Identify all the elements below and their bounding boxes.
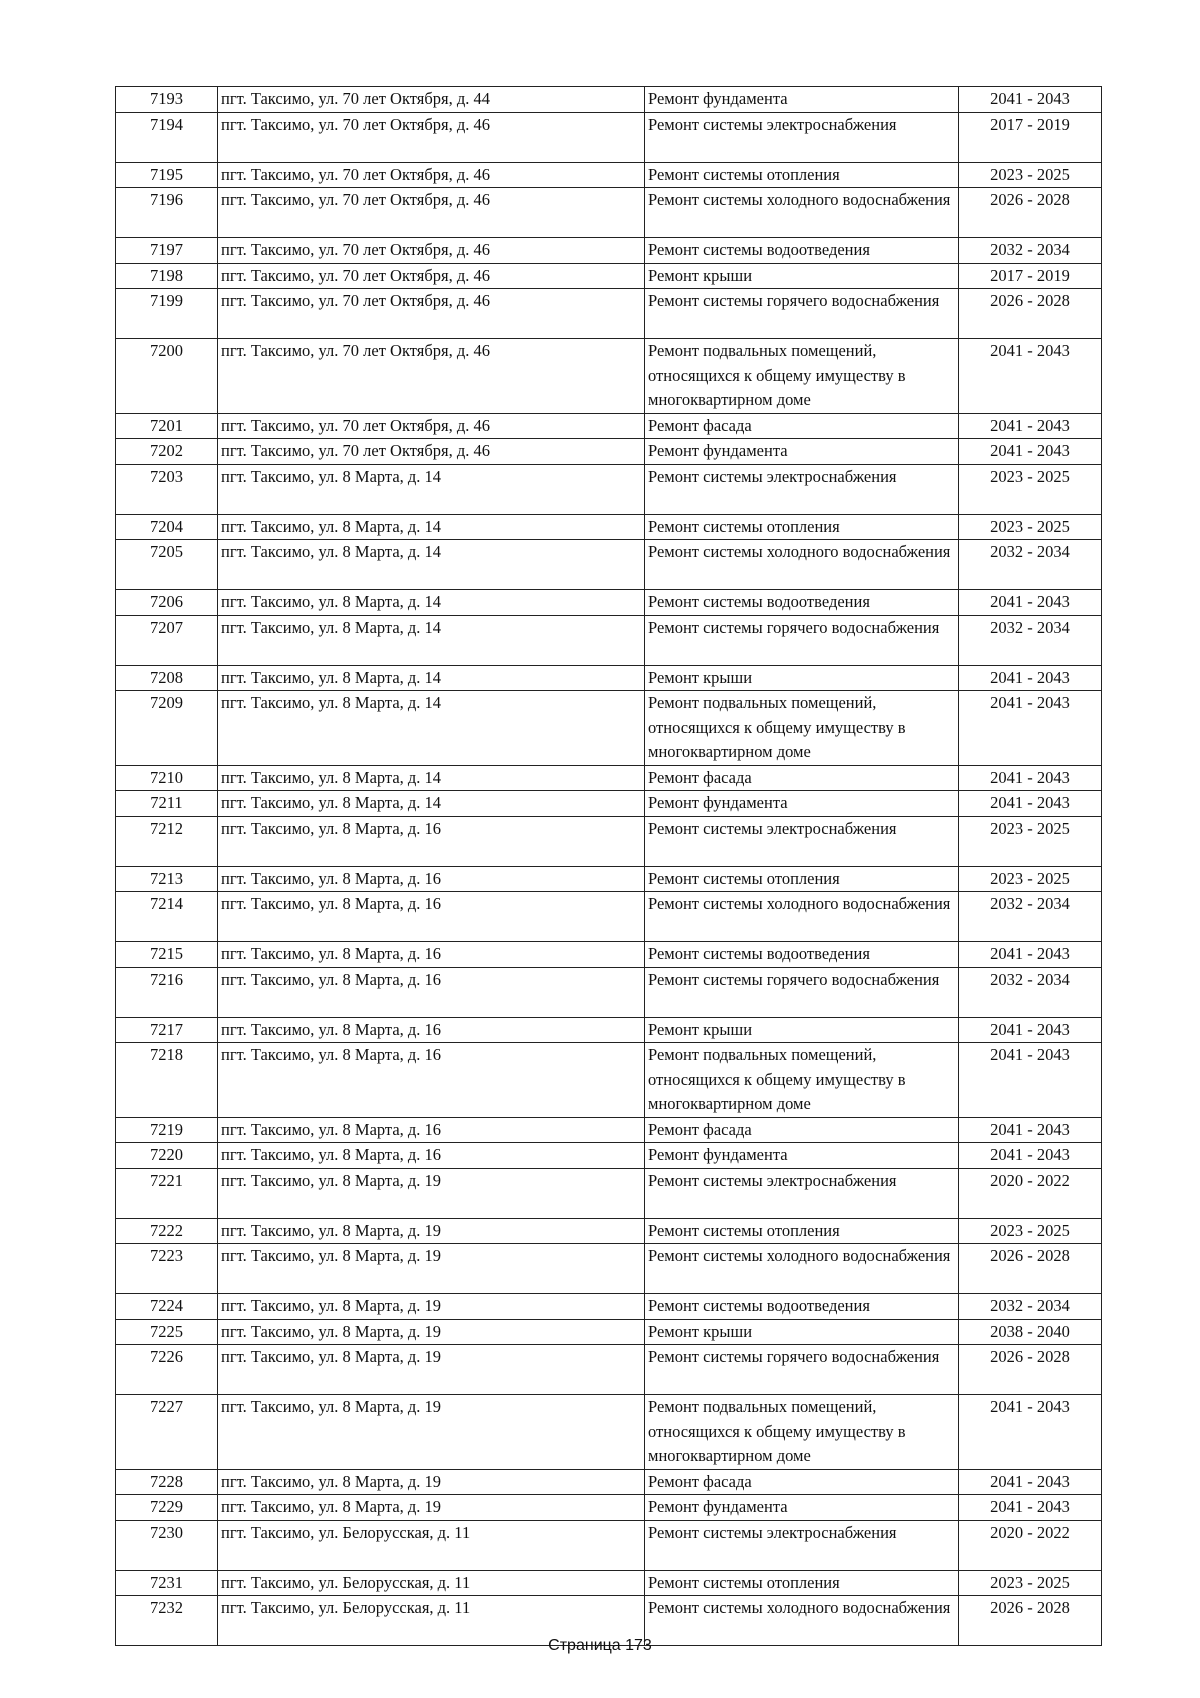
table-row: [116, 339, 1102, 414]
period-cell: 2041 - 2043: [959, 590, 1102, 616]
work-type-cell: Ремонт фундамента: [645, 1143, 959, 1169]
address-cell: пгт. Таксимо, ул. 8 Марта, д. 14: [218, 540, 645, 590]
row-number-cell: 7225: [116, 1319, 218, 1345]
table-row: [116, 942, 1102, 968]
work-type-cell: Ремонт системы холодного водоснабжения: [645, 1244, 959, 1294]
work-type-cell: Ремонт подвальных помещений, относящихся к общему имуществу в многоквартирном доме: [645, 339, 959, 414]
period-cell: 2041 - 2043: [959, 665, 1102, 691]
work-type-cell: Ремонт системы водоотведения: [645, 590, 959, 616]
table-row: [116, 1143, 1102, 1169]
period-cell: 2023 - 2025: [959, 1570, 1102, 1596]
row-number-cell: 7207: [116, 615, 218, 665]
address-cell: пгт. Таксимо, ул. 70 лет Октября, д. 46: [218, 188, 645, 238]
row-number-cell: 7213: [116, 866, 218, 892]
table-row: [116, 1117, 1102, 1143]
table-row: [116, 1294, 1102, 1320]
table-row: [116, 1043, 1102, 1118]
address-cell: пгт. Таксимо, ул. 8 Марта, д. 14: [218, 691, 645, 766]
row-number-cell: 7220: [116, 1143, 218, 1169]
table-row: [116, 162, 1102, 188]
row-number-cell: 7206: [116, 590, 218, 616]
work-type-cell: Ремонт системы отопления: [645, 514, 959, 540]
address-cell: пгт. Таксимо, ул. 70 лет Октября, д. 46: [218, 112, 645, 162]
period-cell: 2023 - 2025: [959, 162, 1102, 188]
address-cell: пгт. Таксимо, ул. 8 Марта, д. 14: [218, 615, 645, 665]
row-number-cell: 7201: [116, 413, 218, 439]
period-cell: 2026 - 2028: [959, 1345, 1102, 1395]
work-type-cell: Ремонт системы горячего водоснабжения: [645, 967, 959, 1017]
address-cell: пгт. Таксимо, ул. Белорусская, д. 11: [218, 1596, 645, 1646]
address-cell: пгт. Таксимо, ул. 8 Марта, д. 19: [218, 1345, 645, 1395]
address-cell: пгт. Таксимо, ул. 8 Марта, д. 16: [218, 1143, 645, 1169]
address-cell: пгт. Таксимо, ул. 70 лет Октября, д. 44: [218, 87, 645, 113]
row-number-cell: 7210: [116, 765, 218, 791]
period-cell: 2017 - 2019: [959, 263, 1102, 289]
period-cell: 2023 - 2025: [959, 1218, 1102, 1244]
table-row: [116, 765, 1102, 791]
period-cell: 2041 - 2043: [959, 691, 1102, 766]
row-number-cell: 7221: [116, 1168, 218, 1218]
work-type-cell: Ремонт подвальных помещений, относящихся к общему имуществу в многоквартирном доме: [645, 691, 959, 766]
table-row: [116, 866, 1102, 892]
period-cell: 2023 - 2025: [959, 514, 1102, 540]
work-type-cell: Ремонт системы холодного водоснабжения: [645, 1596, 959, 1646]
period-cell: 2041 - 2043: [959, 765, 1102, 791]
period-cell: 2032 - 2034: [959, 615, 1102, 665]
table-row: [116, 439, 1102, 465]
period-cell: 2032 - 2034: [959, 967, 1102, 1017]
work-type-cell: Ремонт фасада: [645, 1117, 959, 1143]
address-cell: пгт. Таксимо, ул. 8 Марта, д. 14: [218, 791, 645, 817]
table-row: [116, 1168, 1102, 1218]
row-number-cell: 7217: [116, 1017, 218, 1043]
work-type-cell: Ремонт фундамента: [645, 439, 959, 465]
period-cell: 2041 - 2043: [959, 1117, 1102, 1143]
period-cell: 2041 - 2043: [959, 413, 1102, 439]
work-type-cell: Ремонт системы электроснабжения: [645, 816, 959, 866]
table-row: [116, 1520, 1102, 1570]
table-row: [116, 1218, 1102, 1244]
period-cell: 2041 - 2043: [959, 439, 1102, 465]
row-number-cell: 7196: [116, 188, 218, 238]
table-row: [116, 263, 1102, 289]
address-cell: пгт. Таксимо, ул. 8 Марта, д. 16: [218, 866, 645, 892]
work-type-cell: Ремонт системы водоотведения: [645, 1294, 959, 1320]
period-cell: 2032 - 2034: [959, 892, 1102, 942]
table-row: [116, 615, 1102, 665]
row-number-cell: 7230: [116, 1520, 218, 1570]
row-number-cell: 7205: [116, 540, 218, 590]
row-number-cell: 7224: [116, 1294, 218, 1320]
table-row: [116, 1319, 1102, 1345]
address-cell: пгт. Таксимо, ул. 8 Марта, д. 19: [218, 1168, 645, 1218]
address-cell: пгт. Таксимо, ул. 70 лет Октября, д. 46: [218, 439, 645, 465]
table-row: [116, 590, 1102, 616]
work-type-cell: Ремонт фундамента: [645, 791, 959, 817]
row-number-cell: 7203: [116, 464, 218, 514]
period-cell: 2026 - 2028: [959, 1244, 1102, 1294]
address-cell: пгт. Таксимо, ул. Белорусская, д. 11: [218, 1570, 645, 1596]
address-cell: пгт. Таксимо, ул. 8 Марта, д. 19: [218, 1218, 645, 1244]
address-cell: пгт. Таксимо, ул. 8 Марта, д. 14: [218, 590, 645, 616]
table-row: [116, 514, 1102, 540]
work-type-cell: Ремонт крыши: [645, 665, 959, 691]
period-cell: 2020 - 2022: [959, 1168, 1102, 1218]
table-row: [116, 1395, 1102, 1470]
work-type-cell: Ремонт фундамента: [645, 1495, 959, 1521]
row-number-cell: 7219: [116, 1117, 218, 1143]
table-row: [116, 1017, 1102, 1043]
row-number-cell: 7223: [116, 1244, 218, 1294]
work-type-cell: Ремонт системы электроснабжения: [645, 1168, 959, 1218]
address-cell: пгт. Таксимо, ул. 8 Марта, д. 14: [218, 514, 645, 540]
row-number-cell: 7209: [116, 691, 218, 766]
period-cell: 2026 - 2028: [959, 188, 1102, 238]
address-cell: пгт. Таксимо, ул. 70 лет Октября, д. 46: [218, 238, 645, 264]
period-cell: 2038 - 2040: [959, 1319, 1102, 1345]
work-type-cell: Ремонт системы холодного водоснабжения: [645, 892, 959, 942]
period-cell: 2041 - 2043: [959, 339, 1102, 414]
period-cell: 2026 - 2028: [959, 1596, 1102, 1646]
address-cell: пгт. Таксимо, ул. 8 Марта, д. 16: [218, 1017, 645, 1043]
row-number-cell: 7222: [116, 1218, 218, 1244]
table-row: [116, 1495, 1102, 1521]
work-type-cell: Ремонт системы отопления: [645, 866, 959, 892]
work-type-cell: Ремонт системы холодного водоснабжения: [645, 188, 959, 238]
work-type-cell: Ремонт системы отопления: [645, 162, 959, 188]
address-cell: пгт. Таксимо, ул. 70 лет Октября, д. 46: [218, 289, 645, 339]
row-number-cell: 7215: [116, 942, 218, 968]
address-cell: пгт. Таксимо, ул. 8 Марта, д. 19: [218, 1294, 645, 1320]
table-row: [116, 289, 1102, 339]
work-type-cell: Ремонт системы горячего водоснабжения: [645, 1345, 959, 1395]
address-cell: пгт. Таксимо, ул. 8 Марта, д. 14: [218, 765, 645, 791]
period-cell: 2032 - 2034: [959, 540, 1102, 590]
address-cell: пгт. Таксимо, ул. 70 лет Октября, д. 46: [218, 339, 645, 414]
period-cell: 2026 - 2028: [959, 289, 1102, 339]
period-cell: 2023 - 2025: [959, 816, 1102, 866]
work-type-cell: Ремонт системы холодного водоснабжения: [645, 540, 959, 590]
row-number-cell: 7229: [116, 1495, 218, 1521]
period-cell: 2041 - 2043: [959, 1395, 1102, 1470]
work-type-cell: Ремонт фасада: [645, 413, 959, 439]
table-row: [116, 892, 1102, 942]
table-row: [116, 691, 1102, 766]
table-row: [116, 238, 1102, 264]
table-row: [116, 540, 1102, 590]
table-body: [116, 87, 1102, 1646]
row-number-cell: 7214: [116, 892, 218, 942]
table-row: [116, 413, 1102, 439]
period-cell: 2041 - 2043: [959, 1043, 1102, 1118]
work-type-cell: Ремонт крыши: [645, 1319, 959, 1345]
work-type-cell: Ремонт подвальных помещений, относящихся к общему имуществу в многоквартирном доме: [645, 1043, 959, 1118]
period-cell: 2017 - 2019: [959, 112, 1102, 162]
address-cell: пгт. Таксимо, ул. Белорусская, д. 11: [218, 1520, 645, 1570]
work-type-cell: Ремонт фасада: [645, 765, 959, 791]
repair-schedule-table: [115, 86, 1102, 1646]
period-cell: 2041 - 2043: [959, 87, 1102, 113]
row-number-cell: 7216: [116, 967, 218, 1017]
row-number-cell: 7212: [116, 816, 218, 866]
address-cell: пгт. Таксимо, ул. 8 Марта, д. 19: [218, 1244, 645, 1294]
row-number-cell: 7208: [116, 665, 218, 691]
address-cell: пгт. Таксимо, ул. 70 лет Октября, д. 46: [218, 413, 645, 439]
address-cell: пгт. Таксимо, ул. 8 Марта, д. 14: [218, 665, 645, 691]
work-type-cell: Ремонт системы горячего водоснабжения: [645, 615, 959, 665]
work-type-cell: Ремонт системы отопления: [645, 1218, 959, 1244]
address-cell: пгт. Таксимо, ул. 8 Марта, д. 19: [218, 1495, 645, 1521]
address-cell: пгт. Таксимо, ул. 8 Марта, д. 16: [218, 1117, 645, 1143]
work-type-cell: Ремонт системы горячего водоснабжения: [645, 289, 959, 339]
work-type-cell: Ремонт системы водоотведения: [645, 238, 959, 264]
address-cell: пгт. Таксимо, ул. 8 Марта, д. 16: [218, 816, 645, 866]
work-type-cell: Ремонт системы водоотведения: [645, 942, 959, 968]
row-number-cell: 7227: [116, 1395, 218, 1470]
address-cell: пгт. Таксимо, ул. 8 Марта, д. 19: [218, 1395, 645, 1470]
row-number-cell: 7226: [116, 1345, 218, 1395]
address-cell: пгт. Таксимо, ул. 8 Марта, д. 19: [218, 1469, 645, 1495]
row-number-cell: 7211: [116, 791, 218, 817]
period-cell: 2041 - 2043: [959, 1143, 1102, 1169]
row-number-cell: 7231: [116, 1570, 218, 1596]
period-cell: 2041 - 2043: [959, 1017, 1102, 1043]
period-cell: 2041 - 2043: [959, 791, 1102, 817]
period-cell: 2032 - 2034: [959, 1294, 1102, 1320]
address-cell: пгт. Таксимо, ул. 8 Марта, д. 16: [218, 942, 645, 968]
document-page: [115, 86, 1102, 1646]
address-cell: пгт. Таксимо, ул. 8 Марта, д. 16: [218, 967, 645, 1017]
period-cell: 2023 - 2025: [959, 866, 1102, 892]
period-cell: 2041 - 2043: [959, 1469, 1102, 1495]
row-number-cell: 7199: [116, 289, 218, 339]
work-type-cell: Ремонт системы отопления: [645, 1570, 959, 1596]
row-number-cell: 7194: [116, 112, 218, 162]
work-type-cell: Ремонт фасада: [645, 1469, 959, 1495]
address-cell: пгт. Таксимо, ул. 8 Марта, д. 14: [218, 464, 645, 514]
row-number-cell: 7195: [116, 162, 218, 188]
period-cell: 2041 - 2043: [959, 942, 1102, 968]
row-number-cell: 7232: [116, 1596, 218, 1646]
address-cell: пгт. Таксимо, ул. 8 Марта, д. 19: [218, 1319, 645, 1345]
row-number-cell: 7198: [116, 263, 218, 289]
address-cell: пгт. Таксимо, ул. 8 Марта, д. 16: [218, 892, 645, 942]
table-row: [116, 816, 1102, 866]
work-type-cell: Ремонт фундамента: [645, 87, 959, 113]
work-type-cell: Ремонт системы электроснабжения: [645, 112, 959, 162]
row-number-cell: 7228: [116, 1469, 218, 1495]
period-cell: 2020 - 2022: [959, 1520, 1102, 1570]
address-cell: пгт. Таксимо, ул. 8 Марта, д. 16: [218, 1043, 645, 1118]
period-cell: 2032 - 2034: [959, 238, 1102, 264]
table-row: [116, 188, 1102, 238]
work-type-cell: Ремонт крыши: [645, 1017, 959, 1043]
work-type-cell: Ремонт подвальных помещений, относящихся к общему имуществу в многоквартирном доме: [645, 1395, 959, 1470]
row-number-cell: 7202: [116, 439, 218, 465]
table-row: [116, 464, 1102, 514]
work-type-cell: Ремонт крыши: [645, 263, 959, 289]
period-cell: 2041 - 2043: [959, 1495, 1102, 1521]
period-cell: 2023 - 2025: [959, 464, 1102, 514]
address-cell: пгт. Таксимо, ул. 70 лет Октября, д. 46: [218, 263, 645, 289]
address-cell: пгт. Таксимо, ул. 70 лет Октября, д. 46: [218, 162, 645, 188]
table-row: [116, 1570, 1102, 1596]
row-number-cell: 7197: [116, 238, 218, 264]
table-row: [116, 1469, 1102, 1495]
table-row: [116, 1244, 1102, 1294]
work-type-cell: Ремонт системы электроснабжения: [645, 1520, 959, 1570]
page-number: Страница 173: [548, 1637, 652, 1654]
table-row: [116, 1345, 1102, 1395]
row-number-cell: 7218: [116, 1043, 218, 1118]
table-row: [116, 665, 1102, 691]
table-row: [116, 112, 1102, 162]
row-number-cell: 7204: [116, 514, 218, 540]
table-row: [116, 967, 1102, 1017]
row-number-cell: 7200: [116, 339, 218, 414]
table-row: [116, 87, 1102, 113]
work-type-cell: Ремонт системы электроснабжения: [645, 464, 959, 514]
table-row: [116, 791, 1102, 817]
row-number-cell: 7193: [116, 87, 218, 113]
